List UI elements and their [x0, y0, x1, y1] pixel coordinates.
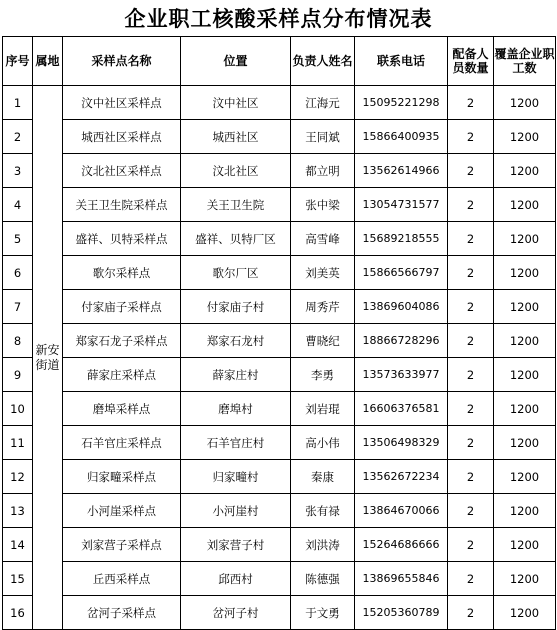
- cell-coverage[interactable]: 1200: [494, 562, 556, 596]
- cell-site-name[interactable]: 岔河子采样点: [63, 596, 181, 630]
- cell-phone[interactable]: 15264686666: [355, 528, 448, 562]
- cell-location[interactable]: 汶北社区: [181, 154, 291, 188]
- table-row: [3, 392, 556, 426]
- header-contact-name[interactable]: 负责人姓名: [291, 37, 355, 86]
- header-phone[interactable]: 联系电话: [355, 37, 448, 86]
- cell-contact-name[interactable]: 江海元: [291, 86, 355, 120]
- cell-staff[interactable]: 2: [448, 188, 494, 222]
- cell-phone[interactable]: 15866400935: [355, 120, 448, 154]
- cell-location[interactable]: 刘家营子村: [181, 528, 291, 562]
- table-row: [3, 324, 556, 358]
- cell-contact-name[interactable]: 高雪峰: [291, 222, 355, 256]
- cell-contact-name[interactable]: 王同斌: [291, 120, 355, 154]
- cell-site-name[interactable]: 歌尔采样点: [63, 256, 181, 290]
- cell-phone[interactable]: 15205360789: [355, 596, 448, 630]
- cell-staff[interactable]: 2: [448, 392, 494, 426]
- cell-location[interactable]: 邱西村: [181, 562, 291, 596]
- cell-phone[interactable]: 15866566797: [355, 256, 448, 290]
- header-location[interactable]: 位置: [181, 37, 291, 86]
- cell-location[interactable]: 石羊官庄村: [181, 426, 291, 460]
- cell-contact-name[interactable]: 都立明: [291, 154, 355, 188]
- cell-staff[interactable]: 2: [448, 460, 494, 494]
- cell-coverage[interactable]: 1200: [494, 86, 556, 120]
- table-row: [3, 256, 556, 290]
- table-row: [3, 528, 556, 562]
- cell-location[interactable]: 歌尔厂区: [181, 256, 291, 290]
- sheet-title: 企业职工核酸采样点分布情况表: [124, 6, 433, 31]
- cell-contact-name[interactable]: 陈德强: [291, 562, 355, 596]
- cell-phone[interactable]: 13562614966: [355, 154, 448, 188]
- cell-staff[interactable]: 2: [448, 222, 494, 256]
- cell-site-name[interactable]: 石羊官庄采样点: [63, 426, 181, 460]
- cell-index[interactable]: 14: [3, 528, 33, 562]
- cell-index[interactable]: 16: [3, 596, 33, 630]
- cell-location[interactable]: 盛祥、贝特厂区: [181, 222, 291, 256]
- cell-coverage[interactable]: 1200: [494, 426, 556, 460]
- cell-phone[interactable]: 13573633977: [355, 358, 448, 392]
- cell-staff[interactable]: 2: [448, 324, 494, 358]
- cell-coverage[interactable]: 1200: [494, 188, 556, 222]
- table-row: [3, 222, 556, 256]
- cell-contact-name[interactable]: 于文勇: [291, 596, 355, 630]
- cell-index[interactable]: 15: [3, 562, 33, 596]
- cell-coverage[interactable]: 1200: [494, 460, 556, 494]
- cell-coverage[interactable]: 1200: [494, 222, 556, 256]
- cell-contact-name[interactable]: 刘岩琨: [291, 392, 355, 426]
- cell-location[interactable]: 磨埠村: [181, 392, 291, 426]
- cell-location[interactable]: 归家疃村: [181, 460, 291, 494]
- cell-coverage[interactable]: 1200: [494, 358, 556, 392]
- sampling-site-table: [2, 36, 556, 630]
- cell-index[interactable]: 7: [3, 290, 33, 324]
- header-staff[interactable]: 配备人员数量: [448, 37, 494, 86]
- cell-contact-name[interactable]: 刘美英: [291, 256, 355, 290]
- cell-staff[interactable]: 2: [448, 562, 494, 596]
- cell-contact-name[interactable]: 李勇: [291, 358, 355, 392]
- cell-contact-name[interactable]: 刘洪涛: [291, 528, 355, 562]
- cell-phone[interactable]: 15689218555: [355, 222, 448, 256]
- cell-coverage[interactable]: 1200: [494, 494, 556, 528]
- cell-coverage[interactable]: 1200: [494, 596, 556, 630]
- cell-location[interactable]: 岔河子村: [181, 596, 291, 630]
- cell-index[interactable]: 10: [3, 392, 33, 426]
- cell-location[interactable]: 城西社区: [181, 120, 291, 154]
- cell-staff[interactable]: 2: [448, 596, 494, 630]
- cell-index[interactable]: 5: [3, 222, 33, 256]
- table-row: [3, 460, 556, 494]
- cell-coverage[interactable]: 1200: [494, 256, 556, 290]
- cell-index[interactable]: 9: [3, 358, 33, 392]
- cell-contact-name[interactable]: 张有禄: [291, 494, 355, 528]
- cell-site-name[interactable]: 城西社区采样点: [63, 120, 181, 154]
- table-body: [3, 86, 556, 630]
- header-district[interactable]: 属地: [33, 37, 63, 86]
- table-row: [3, 358, 556, 392]
- cell-coverage[interactable]: 1200: [494, 290, 556, 324]
- table-row: [3, 290, 556, 324]
- cell-staff[interactable]: 2: [448, 528, 494, 562]
- cell-phone[interactable]: 15095221298: [355, 86, 448, 120]
- cell-phone[interactable]: 13864670066: [355, 494, 448, 528]
- cell-coverage[interactable]: 1200: [494, 154, 556, 188]
- cell-staff[interactable]: 2: [448, 154, 494, 188]
- cell-site-name[interactable]: 关王卫生院采样点: [63, 188, 181, 222]
- cell-location[interactable]: 关王卫生院: [181, 188, 291, 222]
- cell-site-name[interactable]: 盛祥、贝特采样点: [63, 222, 181, 256]
- cell-coverage[interactable]: 1200: [494, 120, 556, 154]
- cell-index[interactable]: 6: [3, 256, 33, 290]
- cell-site-name[interactable]: 郑家石龙子采样点: [63, 324, 181, 358]
- cell-phone[interactable]: 13054731577: [355, 188, 448, 222]
- table-row: [3, 562, 556, 596]
- cell-staff[interactable]: 2: [448, 290, 494, 324]
- cell-location[interactable]: 汶中社区: [181, 86, 291, 120]
- cell-site-name[interactable]: 归家疃采样点: [63, 460, 181, 494]
- table-row: [3, 120, 556, 154]
- cell-coverage[interactable]: 1200: [494, 528, 556, 562]
- cell-location[interactable]: 郑家石龙村: [181, 324, 291, 358]
- cell-contact-name[interactable]: 秦康: [291, 460, 355, 494]
- cell-index[interactable]: 8: [3, 324, 33, 358]
- table-row: [3, 154, 556, 188]
- cell-site-name[interactable]: 付家庙子采样点: [63, 290, 181, 324]
- cell-staff[interactable]: 2: [448, 256, 494, 290]
- cell-site-name[interactable]: 小河崖采样点: [63, 494, 181, 528]
- cell-staff[interactable]: 2: [448, 494, 494, 528]
- cell-phone[interactable]: 13562672234: [355, 460, 448, 494]
- header-coverage[interactable]: 覆盖企业职工数: [494, 37, 556, 86]
- table-row: [3, 86, 556, 120]
- cell-phone[interactable]: 16606376581: [355, 392, 448, 426]
- cell-site-name[interactable]: 薛家庄采样点: [63, 358, 181, 392]
- cell-contact-name[interactable]: 周秀芹: [291, 290, 355, 324]
- cell-phone[interactable]: 13506498329: [355, 426, 448, 460]
- cell-index[interactable]: 12: [3, 460, 33, 494]
- cell-index[interactable]: 2: [3, 120, 33, 154]
- cell-location[interactable]: 小河崖村: [181, 494, 291, 528]
- header-index[interactable]: 序号: [3, 37, 33, 86]
- cell-phone[interactable]: 13869655846: [355, 562, 448, 596]
- cell-site-name[interactable]: 汶中社区采样点: [63, 86, 181, 120]
- table-row: [3, 596, 556, 630]
- cell-staff[interactable]: 2: [448, 86, 494, 120]
- cell-location[interactable]: 付家庙子村: [181, 290, 291, 324]
- cell-index[interactable]: 11: [3, 426, 33, 460]
- table-row: [3, 494, 556, 528]
- cell-coverage[interactable]: 1200: [494, 392, 556, 426]
- header-row: [3, 37, 556, 86]
- table-row: [3, 188, 556, 222]
- cell-index[interactable]: 1: [3, 86, 33, 120]
- cell-contact-name[interactable]: 曹晓纪: [291, 324, 355, 358]
- cell-contact-name[interactable]: 高小伟: [291, 426, 355, 460]
- cell-site-name[interactable]: 磨埠采样点: [63, 392, 181, 426]
- cell-staff[interactable]: 2: [448, 120, 494, 154]
- table-row: [3, 426, 556, 460]
- cell-site-name[interactable]: 刘家营子采样点: [63, 528, 181, 562]
- cell-index[interactable]: 3: [3, 154, 33, 188]
- cell-phone[interactable]: 13869604086: [355, 290, 448, 324]
- cell-coverage[interactable]: 1200: [494, 324, 556, 358]
- cell-site-name[interactable]: 丘西采样点: [63, 562, 181, 596]
- cell-contact-name[interactable]: 张中梁: [291, 188, 355, 222]
- header-site-name[interactable]: 采样点名称: [63, 37, 181, 86]
- cell-index[interactable]: 13: [3, 494, 33, 528]
- cell-phone[interactable]: 18866728296: [355, 324, 448, 358]
- cell-site-name[interactable]: 汶北社区采样点: [63, 154, 181, 188]
- cell-location[interactable]: 薛家庄村: [181, 358, 291, 392]
- cell-district[interactable]: 新安街道: [33, 86, 63, 630]
- cell-staff[interactable]: 2: [448, 426, 494, 460]
- cell-staff[interactable]: 2: [448, 358, 494, 392]
- cell-index[interactable]: 4: [3, 188, 33, 222]
